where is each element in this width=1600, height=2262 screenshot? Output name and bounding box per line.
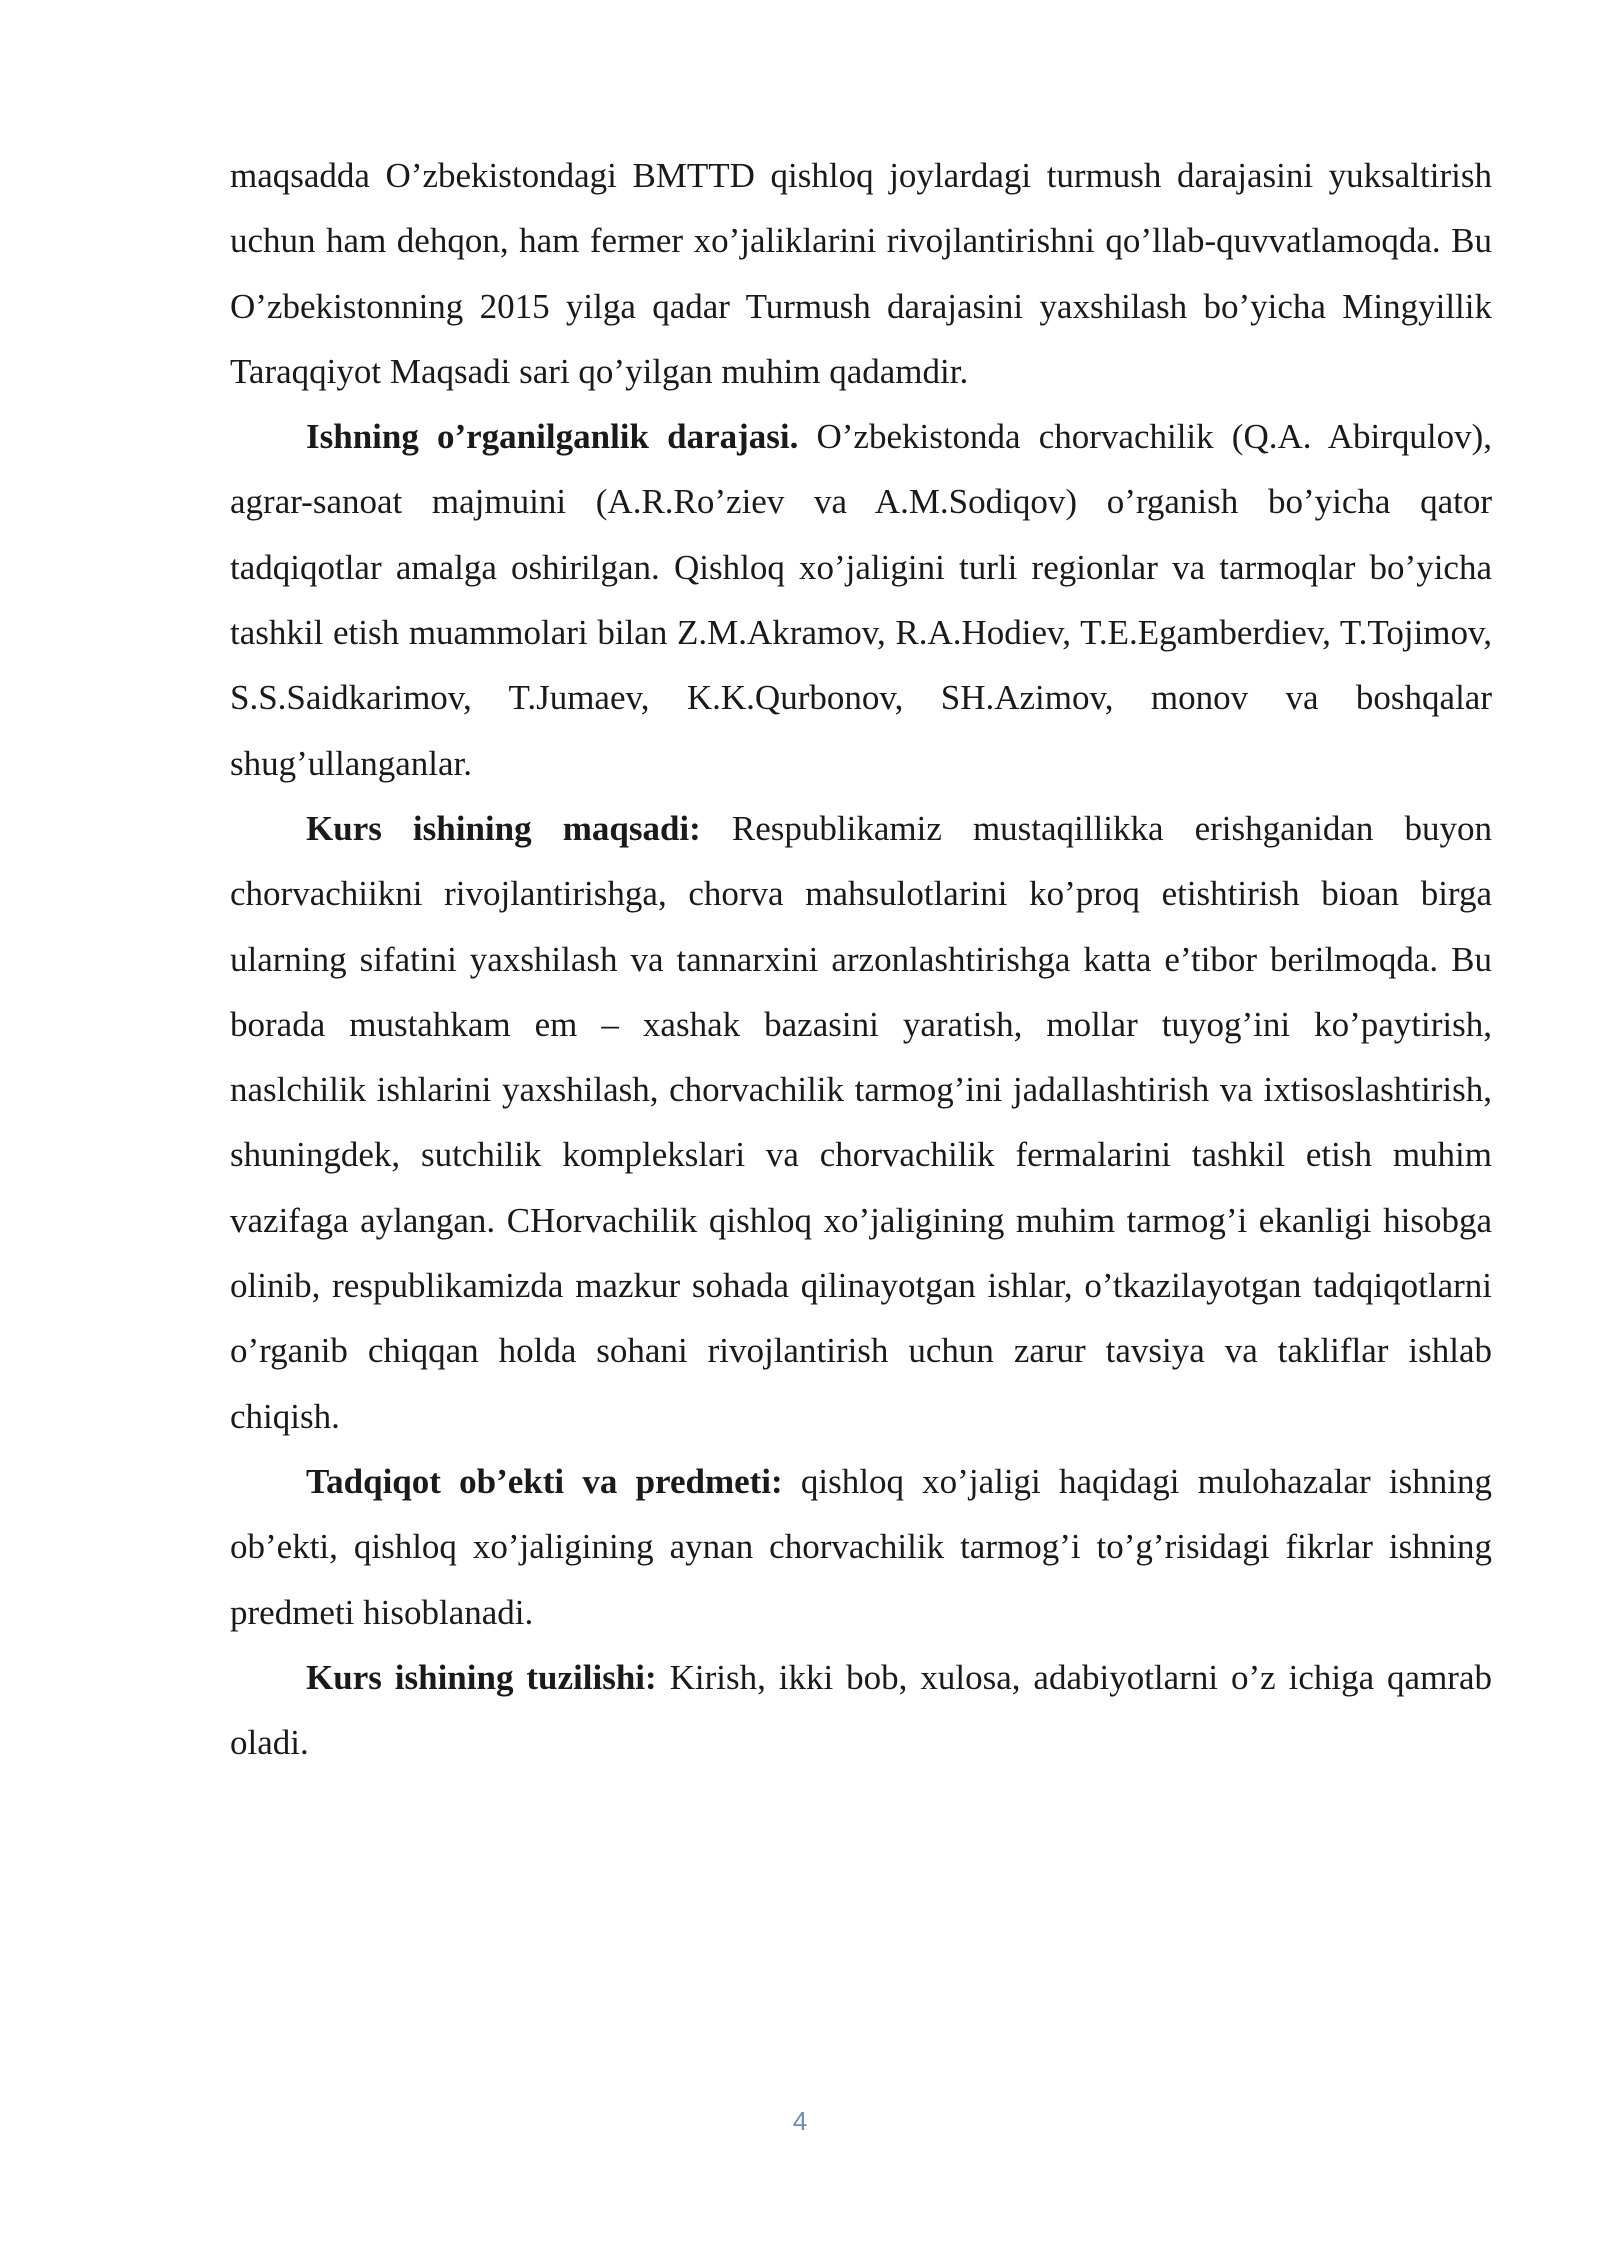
paragraph-heading: Ishning o’rganilganlik darajasi.	[306, 417, 799, 457]
document-body	[230, 143, 1492, 1775]
page-number: 4	[792, 2106, 808, 2136]
paragraph-text: maqsadda O’zbekistondagi BMTTD qishloq joylardagi turmush darajasini yuksaltirish uchun ham dehqon, ham fermer xo’jaliklarini rivojlantirishni qo’llab-quvvatlamoqda. Bu O’zbekistonning 2015 yilga qadar Turmush darajasini yaxshilash bo’yicha Mingyillik Taraqqiyot Maqsadi sari qo’yilgan muhim qadamdir.	[230, 156, 1492, 391]
paragraph-course-structure	[230, 1645, 1492, 1776]
paragraph-intro-continuation	[230, 143, 1492, 404]
paragraph-heading: Kurs ishining tuzilishi:	[306, 1657, 657, 1697]
paragraph-heading: Kurs ishining maqsadi:	[306, 808, 701, 848]
paragraph-course-goal	[230, 796, 1492, 1449]
paragraph-text: O’zbekistonda chorvachilik (Q.A. Abirqulov), agrar-sanoat majmuini (A.R.Ro’ziev va A.M.Sodiqov) o’rganish bo’yicha qator tadqiqotlar amalga oshirilgan. Qishloq xo’jaligini turli regionlar va tarmoqlar bo’yicha tashkil etish muammolari bilan Z.M.Akramov, R.A.Hodiev, T.E.Egamberdiev, T.Tojimov, S.S.Saidkarimov, T.Jumaev, K.K.Qurbonov, SH.Azimov, monov va boshqalar shug’ullanganlar.	[230, 417, 1492, 783]
paragraph-research-degree	[230, 404, 1492, 796]
paragraph-research-object	[230, 1449, 1492, 1645]
paragraph-text: Respublikamiz mustaqillikka erishganidan buyon chorvachiikni rivojlantirishga, chorva mahsulotlarini ko’proq etishtirish bioan birga ularning sifatini yaxshilash va tannarxini arzonlashtirishga katta e’tibor berilmoqda. Bu borada mustahkam em – xashak bazasini yaratish, mollar tuyog’ini ko’paytirish, naslchilik ishlarini yaxshilash, chorvachilik tarmog’ini jadallashtirish va ixtisoslashtirish, shuningdek, sutchilik komplekslari va chorvachilik fermalarini tashkil etish muhim vazifaga aylangan. CHorvachilik qishloq xo’jaligining muhim tarmog’i ekanligi hisobga olinib, respublikamizda mazkur sohada qilinayotgan ishlar, o’tkazilayotgan tadqiqotlarni o’rganib chiqqan holda sohani rivojlantirish uchun zarur tavsiya va takliflar ishlab chiqish.	[230, 808, 1492, 1436]
paragraph-text: Kirish, ikki bob, xulosa, adabiyotlarni o’z ichiga qamrab oladi.	[230, 1657, 1493, 1763]
paragraph-text: qishloq xo’jaligi haqidagi mulohazalar ishning ob’ekti, qishloq xo’jaligining aynan chorvachilik tarmog’i to’g’risidagi fikrlar ishning predmeti hisoblanadi.	[230, 1461, 1492, 1632]
paragraph-heading: Tadqiqot ob’ekti va predmeti:	[306, 1461, 783, 1501]
